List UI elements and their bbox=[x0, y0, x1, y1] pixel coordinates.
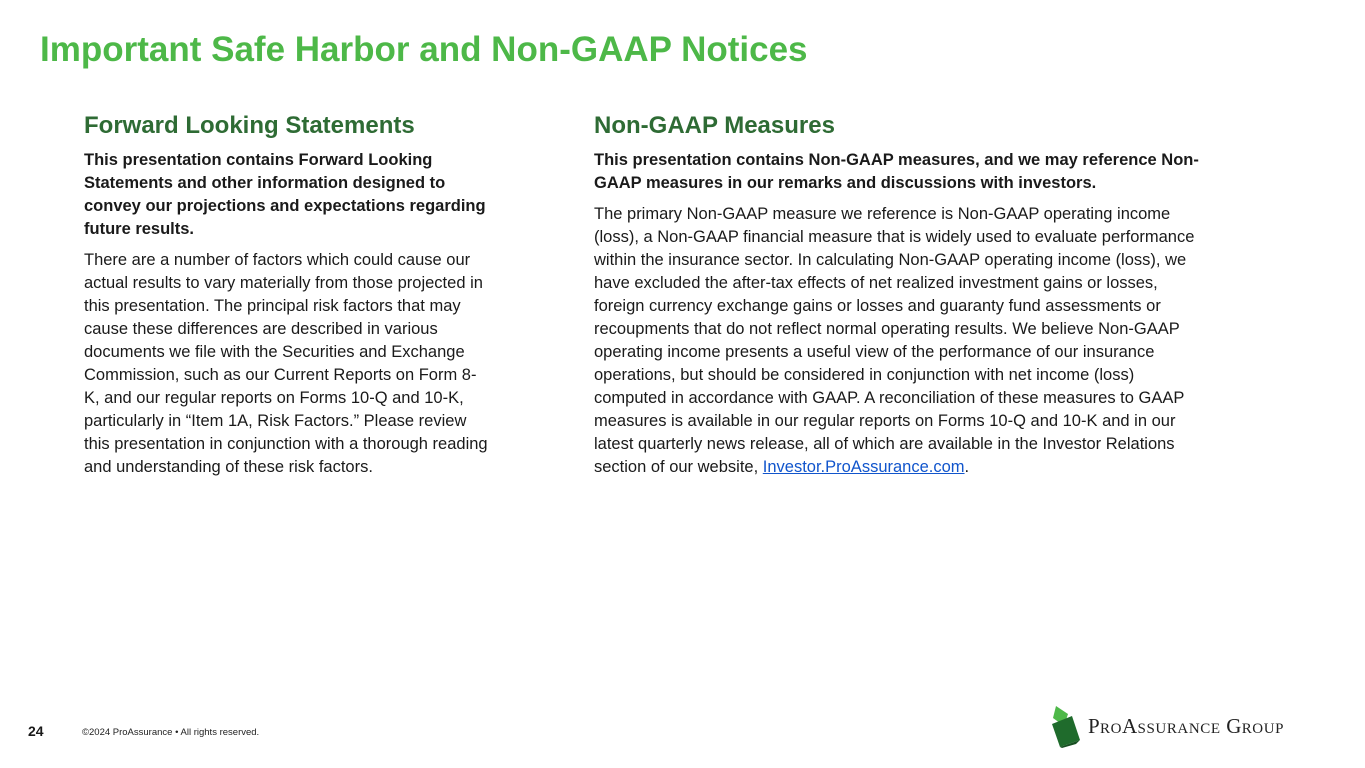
non-gaap-body-text: The primary Non-GAAP measure we reference is Non-GAAP operating income (loss), a Non-GAAP financial measure that is widely used to evaluate performance within the insurance sector. In calculating Non-GAAP operating income (loss), we have excluded the after-tax effects of net realized investment gains or losses, foreign currency exchange gains or losses and guaranty fund assessments or recoupments that do not reflect normal operating results. We believe Non-GAAP operating income presents a useful view of the performance of our insurance operations, but should be considered in conjunction with net income (loss) computed in accordance with GAAP. A reconciliation of these measures to GAAP measures is available in our regular reports on Forms 10-Q and 10-K and in our latest quarterly news release, all of which are available in the Investor Relations section of our website, bbox=[594, 205, 1195, 476]
logo-wordmark: PROASSURANCE GROUP bbox=[1088, 713, 1285, 738]
copyright-notice: ©2024 ProAssurance • All rights reserved. bbox=[82, 727, 260, 738]
non-gaap-lead: This presentation contains Non-GAAP measures, and we may reference Non-GAAP measures in our remarks and discussions with investors. bbox=[594, 151, 1199, 192]
page-number: 24 bbox=[28, 723, 44, 739]
non-gaap-body-end: . bbox=[964, 458, 970, 476]
proassurance-group-logo bbox=[1050, 704, 1284, 748]
forward-looking-section bbox=[84, 110, 490, 487]
page-title: Important Safe Harbor and Non-GAAP Notices bbox=[40, 30, 808, 69]
forward-looking-body: There are a number of factors which could cause our actual results to vary materially from those projected in this presentation. The principal risk factors that may cause these differences are described in various documents we file with the Securities and Exchange Commission, such as our Current Reports on Form 8-K, and our regular reports on Forms 10-Q and 10-K, particularly in “Item 1A, Risk Factors.” Please review this presentation in conjunction with a thorough reading and understanding of these risk factors. bbox=[84, 251, 488, 476]
forward-looking-heading: Forward Looking Statements bbox=[84, 112, 415, 139]
leaf-logo-icon bbox=[1050, 704, 1080, 748]
non-gaap-body bbox=[594, 203, 1206, 479]
non-gaap-heading: Non-GAAP Measures bbox=[594, 112, 835, 139]
forward-looking-lead: This presentation contains Forward Looking Statements and other information designed to convey our projections and expectations regarding future results. bbox=[84, 151, 486, 238]
non-gaap-section bbox=[594, 110, 1206, 487]
investor-website-link[interactable]: Investor.ProAssurance.com bbox=[762, 458, 965, 476]
